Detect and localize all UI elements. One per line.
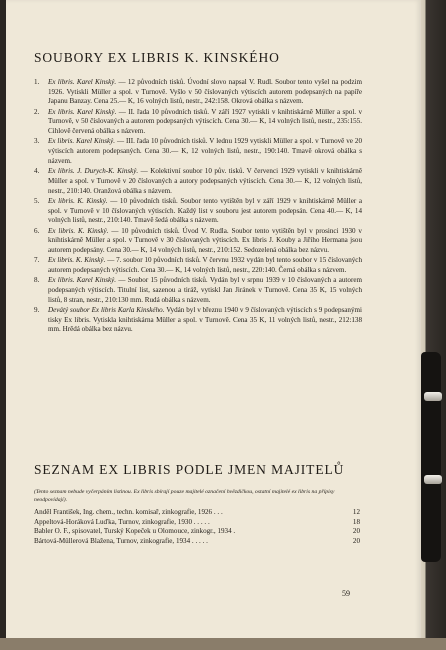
- owner-row: [34, 518, 360, 528]
- entry-body: [48, 108, 362, 137]
- entry-number: 4.: [34, 167, 40, 176]
- list-item: [34, 256, 362, 275]
- list-item: [34, 137, 362, 166]
- owner-page-ref: 18: [352, 517, 360, 526]
- list-item: [34, 108, 362, 137]
- entry-description: — 10 původních tisků. Úvod V. Rudla. Soubor tento vytištěn byl v prosinci 1930 v knihtiskárně Müller a spol. v Turnově v 30 číslovaných výtiscích. Ex libris J. Kouby a Jiřího Hermana jsou autorem podepsány. Cena 30.— K, 14 volných listů, nestr., 210:152. Sedozelená obálka bez názvu.: [48, 226, 362, 254]
- entry-description: — 7. soubor 10 původních tisků. V červnu 1932 vydán byl tento soubor v 15 číslovaných autorem podepsaných výtiscích. Cena 30.— K, 14 volných listů, nestr., 220:140. Černá obálka s názvem.: [48, 256, 362, 274]
- entry-number: 6.: [34, 226, 40, 235]
- list-item: [34, 167, 362, 196]
- entry-body: [48, 197, 362, 226]
- entry-number: 1.: [34, 78, 40, 86]
- entry-body: [48, 227, 362, 256]
- binder-clip: [421, 352, 441, 562]
- entry-number: 2.: [34, 107, 40, 116]
- entry-title: Ex libris. Karel Kinský.: [48, 107, 117, 116]
- entry-title: Ex libris. K. Kinský.: [48, 196, 108, 205]
- entry-description: — Soubor 15 původních tisků. Vydán byl v srpnu 1939 v 10 číslovaných a autorem podepsaných výtiscích. Titulní list, sazenou a tiráž, vytiskl Jan Jiránek v Turnově. Cena 35 K, 15 volných listů, 8 stran, nestr., 210:130 mm. Rudá obálka s názvem.: [48, 276, 362, 304]
- clip-band: [424, 392, 442, 401]
- owners-note: (Tento seznam nebude vyčerpáním listinou. Ex libris sbírají pouze majitelé označení hvězdičkou, ostatní majitelé ex libris na přípisy neodpovídají).: [34, 488, 335, 503]
- background-surface: [0, 638, 446, 650]
- entry-description: — III. řada 10 původních tisků. V lednu 1929 vytiskli Müller a spol. v Turnově ve 20 výtiscích autorem podepsaných. Cena 30.— K, 12 volných listů, nestr., 190:140. Tmavě okrová obálka s názvem.: [48, 137, 362, 165]
- entry-description: — II. řada 10 původních tisků. V září 1927 vytiskli v knihtiskárně Müller a spol. v Turnově, v 50 číslovaných a autorem podepsaných výtiscích. Cena 30.— K, 14 volných listů, nestr., 235:155. Cihlově červená obálka s názvem.: [48, 107, 362, 136]
- entry-body: [48, 256, 362, 275]
- owner-row: [34, 508, 360, 518]
- owner-page-ref: 12: [352, 508, 360, 516]
- entry-body: [48, 276, 362, 305]
- entry-description: — 10 původních tisků. Soubor tento vytištěn byl v září 1929 v knihtiskárně Müller a spol. v Turnově v 10 číslovaných výtiscích. Každý list v souboru jest autorem podepsán. Cena 40.— K, 14 volných listů, nestr., 210:140. Tmavě šedá obálka s názvem.: [48, 196, 362, 225]
- owner-name: Babler O. F., spisovatel, Turský Kopeček u Olomouce, zinkogr., 1934 .: [34, 527, 236, 536]
- entry-body: [48, 306, 362, 335]
- entry-title: Devátý soubor Ex libris Karla Kinského.: [48, 305, 165, 314]
- entry-title: Ex libris. Karel Kinský.: [48, 78, 117, 86]
- section-heading-owners: SEZNAM EX LIBRIS PODLE JMEN MAJITELŮ: [34, 462, 345, 477]
- list-item: [34, 276, 362, 305]
- list-item: [34, 306, 362, 335]
- entry-body: [48, 78, 362, 107]
- entry-title: Ex libris. Karel Kinský.: [48, 137, 116, 146]
- entry-title: Ex libris. J. Durych-K. Kinský.: [48, 167, 139, 176]
- owner-row: [34, 537, 360, 547]
- entry-description: Vydán byl v březnu 1940 v 9 číslovaných výtiscích s 9 podepsanými tisky Ex libris. Vytiskla knihtiskárna Müller a spol. v Turnově. Cena 35 K, 11 volných listů, nestr., 212:138 mm. Hrědá obálka bez názvu.: [48, 305, 362, 334]
- list-item: [34, 227, 362, 256]
- entry-list: [34, 78, 362, 336]
- entry-title: Ex libris. Karel Kinský.: [48, 276, 117, 285]
- owner-name: Appeltová-Horáková Luďka, Turnov, zinkografie, 1930 . . . . .: [34, 517, 210, 526]
- list-item: [34, 78, 362, 107]
- owner-page-ref: 20: [352, 537, 360, 546]
- entry-description: — Kolektivní soubor 10 pův. tisků. V červenci 1929 vytiskli v knihtiskárně Müller a spol. v Turnově v 20 číslovaných a autory podepsaných výtiscích. Cena 30.— K, 12 volných listů, nestr., 210:140. Oranžová obálka s názvem.: [48, 167, 362, 195]
- owner-page-ref: 20: [352, 527, 360, 536]
- owner-name: Bártová-Müllerová Blažena, Turnov, zinkografie, 1934 . . . . .: [34, 537, 208, 546]
- entry-number: 5.: [34, 196, 40, 205]
- entry-body: [48, 167, 362, 196]
- page-number: 59: [342, 589, 350, 598]
- entry-number: 9.: [34, 305, 40, 314]
- owner-row: [34, 527, 360, 537]
- list-item: [34, 197, 362, 226]
- entry-number: 7.: [34, 256, 40, 265]
- entry-body: [48, 137, 362, 166]
- section-heading: SOUBORY EX LIBRIS K. KINSKÉHO: [34, 50, 280, 65]
- clip-band: [424, 475, 442, 484]
- entry-number: 8.: [34, 276, 40, 285]
- owner-list: [34, 508, 360, 547]
- owner-name: Anděl František, Ing. chem., techn. komisař, zinkografie, 1926 . . .: [34, 508, 223, 516]
- entry-number: 3.: [34, 137, 40, 146]
- entry-title: Ex libris. K. Kinský.: [48, 256, 106, 265]
- entry-title: Ex libris. K. Kinský.: [48, 226, 109, 235]
- entry-description: — 12 původních tisků. Úvodní slovo napsal V. Rudl. Soubor tento vyšel na podzim 1926. Vytiskli Müller a spol. v Turnově. Vyšlo v 50 číslovaných výtiscích autorem podepsaných na papíře Japanu Banzay. Cena 25.— K, 16 volných listů, nestr., 242:158. Okrová obálka s názvem.: [48, 78, 362, 106]
